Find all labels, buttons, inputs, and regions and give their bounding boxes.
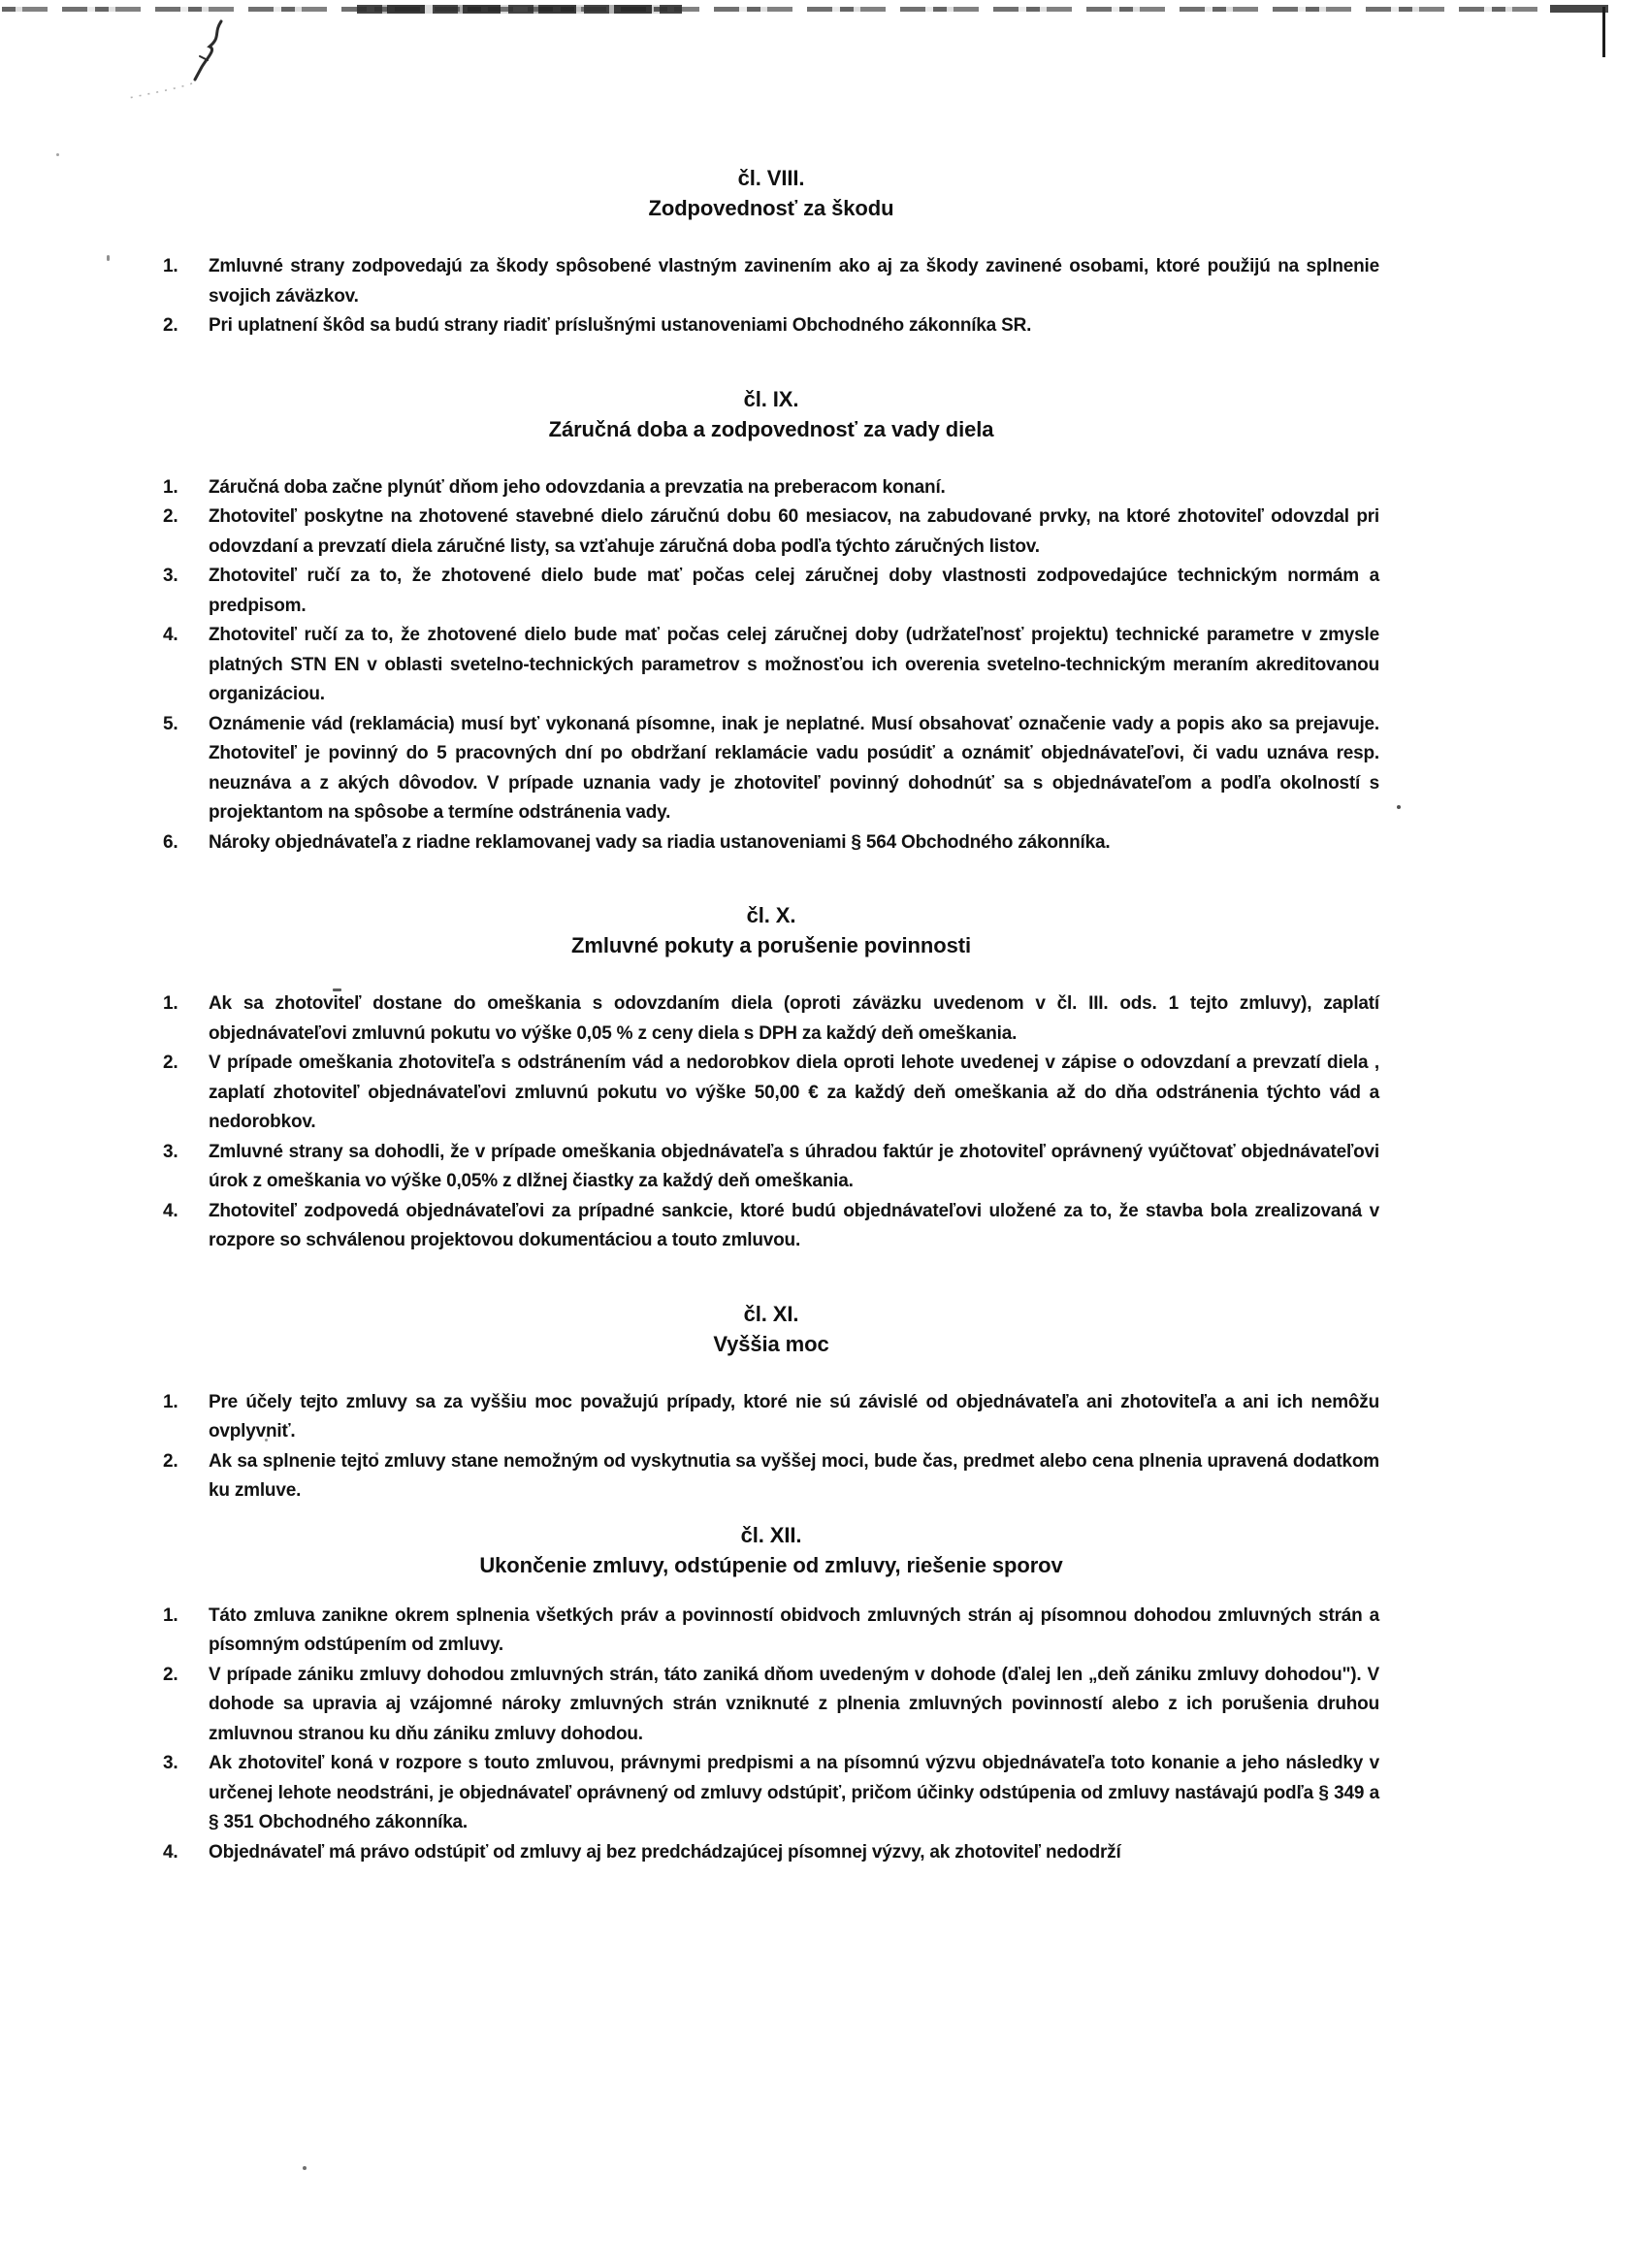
clause-list xyxy=(163,989,1379,1256)
clause-list xyxy=(163,252,1379,341)
article-section-viii xyxy=(163,163,1379,341)
article-title: Ukončenie zmluvy, odstúpenie od zmluvy, riešenie sporov xyxy=(479,1552,1063,1577)
article-section-xi xyxy=(163,1299,1379,1507)
clause-number: 2. xyxy=(163,1450,178,1472)
clause-number: 2. xyxy=(163,1664,178,1685)
clause-number: 2. xyxy=(163,1053,178,1073)
article-title: Vyššia moc xyxy=(713,1331,829,1356)
clause-number: 6. xyxy=(163,831,178,853)
article-section-ix xyxy=(163,384,1379,859)
article-title: Zodpovednosť za škodu xyxy=(648,196,894,220)
article-title: Zmluvné pokuty a porušenie povinnosti xyxy=(571,933,971,957)
clause-item xyxy=(163,473,1379,503)
article-number: čl. XII. xyxy=(740,1522,802,1547)
clause-number: 1. xyxy=(163,256,178,276)
clause-text: Pre účely tejto zmluvy sa za vyššiu moc považujú prípady, ktoré nie sú závislé od objednávateľa ani zhotoviteľa a ani ich nemôžu ovplyvniť. xyxy=(209,1391,1379,1442)
scan-speck xyxy=(107,255,110,261)
scan-noise-right-blob xyxy=(1550,5,1608,13)
clause-item xyxy=(163,1138,1379,1197)
article-heading xyxy=(163,900,1379,960)
clause-list xyxy=(163,1388,1379,1507)
clause-item xyxy=(163,710,1379,828)
clause-text: V prípade omeškania zhotoviteľa s odstránením vád a nedorobkov diela oproti lehote uvedenej v zápise o odovzdaní a prevzatí diela , zaplatí zhotoviteľ objednávateľovi zmluvnú pokutu vo výške 50,00 € za každý deň omeškania až do dňa odstránenia týchto vád a nedorobkov. xyxy=(209,1053,1379,1132)
clause-text: Zhotoviteľ zodpovedá objednávateľovi za prípadné sankcie, ktoré budú objednávateľovi uložené za to, že stavba bola zrealizovaná v rozpore so schválenou projektovou dokumentáciou a touto zmluvou. xyxy=(209,1200,1379,1250)
clause-number: 2. xyxy=(163,315,178,336)
article-number: čl. XI. xyxy=(743,1301,799,1326)
clause-item xyxy=(163,1388,1379,1447)
clause-item xyxy=(163,502,1379,562)
article-heading xyxy=(163,1299,1379,1359)
clause-text: Oznámenie vád (reklamácia) musí byť vykonaná písomne, inak je neplatné. Musí obsahovať označenie vady a popis ako sa prejavuje. Zhotoviteľ je povinný do 5 pracovných dní po obdržaní reklamácie vadu posúdiť a oznámiť objednávateľovi, či vadu uznáva resp. neuznáva a z akých dôvodov. V prípade uznania vady je zhotoviteľ povinný dohodnúť sa s objednávateľom a podľa okolností s projektantom na spôsobe a termíne odstránenia vady. xyxy=(209,713,1379,823)
scan-speck xyxy=(303,2166,307,2170)
article-number: čl. IX. xyxy=(743,386,799,411)
clause-text: Pri uplatnení škôd sa budú strany riadiť príslušnými ustanoveniami Obchodného zákonníka SR. xyxy=(209,315,1032,336)
scan-speck xyxy=(56,153,59,156)
clause-item xyxy=(163,1602,1379,1661)
contract-body xyxy=(163,163,1379,1867)
clause-item xyxy=(163,1749,1379,1838)
scan-corner-line xyxy=(1602,7,1605,57)
clause-text: Táto zmluva zanikne okrem splnenia všetkých práv a povinností obidvoch zmluvných strán aj písomnou dohodou zmluvných strán a písomným odstúpením od zmluvy. xyxy=(209,1604,1379,1655)
pen-mark xyxy=(107,17,252,110)
scan-noise-top-edge xyxy=(2,7,1540,12)
clause-item xyxy=(163,311,1379,341)
clause-text: Nároky objednávateľa z riadne reklamovanej vady sa riadia ustanoveniami § 564 Obchodného zákonníka. xyxy=(209,831,1111,853)
clause-text: Ak sa zhotoviteľ dostane do omeškania s odovzdaním diela (oproti záväzku uvedenom v čl. III. ods. 1 tejto zmluvy), zaplatí objednávateľovi zmluvnú pokutu vo výške 0,05 % z ceny diela s DPH za každý deň omeškania. xyxy=(209,993,1379,1044)
article-section-xii xyxy=(163,1520,1379,1868)
clause-text: Zmluvné strany sa dohodli, že v prípade omeškania objednávateľa s úhradou faktúr je zhotoviteľ oprávnený vyúčtovať objednávateľovi úrok z omeškania vo výške 0,05% z dlžnej čiastky za každý deň omeškania. xyxy=(209,1141,1379,1191)
clause-item xyxy=(163,1049,1379,1138)
clause-number: 5. xyxy=(163,713,178,734)
article-section-x xyxy=(163,900,1379,1256)
clause-item xyxy=(163,1661,1379,1750)
clause-list xyxy=(163,1602,1379,1868)
clause-text: Záručná doba začne plynúť dňom jeho odovzdania a prevzatia na preberacom konaní. xyxy=(209,476,946,498)
clause-number: 3. xyxy=(163,1141,178,1162)
clause-number: 2. xyxy=(163,506,178,527)
clause-text: Zhotoviteľ ručí za to, že zhotovené dielo bude mať počas celej záručnej doby (udržateľnosť projektu) technické parametre v zmysle platných STN EN v oblasti svetelno-technických parametrov s možnosťou ich overenia svetelno-technickým meraním akreditovanou organizáciou. xyxy=(209,625,1379,704)
clause-text: Objednávateľ má právo odstúpiť od zmluvy aj bez predchádzajúcej písomnej výzvy, ak zhotoviteľ nedodrží xyxy=(209,1841,1121,1863)
article-heading xyxy=(163,163,1379,223)
clause-number: 1. xyxy=(163,1391,178,1412)
clause-item xyxy=(163,828,1379,859)
clause-item xyxy=(163,252,1379,311)
scan-speck xyxy=(1397,805,1401,809)
article-heading xyxy=(163,384,1379,444)
article-title: Záručná doba a zodpovednosť za vady diela xyxy=(548,416,994,441)
clause-item xyxy=(163,562,1379,621)
clause-text: Ak zhotoviteľ koná v rozpore s touto zmluvou, právnymi predpismi a na písomnú výzvu objednávateľa toto konanie a jeho následky v určenej lehote neodstráni, je objednávateľ oprávnený od zmluvy odstúpiť, pričom účinky odstúpenia od zmluvy nastávajú podľa § 349 a § 351 Obchodného zákonníka. xyxy=(209,1753,1379,1832)
clause-item xyxy=(163,1197,1379,1256)
article-number: čl. X. xyxy=(746,903,796,927)
clause-text: Zhotoviteľ ručí za to, že zhotovené dielo bude mať počas celej záručnej doby vlastnosti zodpovedajúce technickým normám a predpisom. xyxy=(209,566,1379,616)
clause-number: 1. xyxy=(163,476,178,498)
clause-number: 3. xyxy=(163,1753,178,1773)
article-heading xyxy=(163,1520,1379,1580)
clause-number: 4. xyxy=(163,1841,178,1863)
clause-text: V prípade zániku zmluvy dohodou zmluvných strán, táto zaniká dňom uvedeným v dohode (ďalej len „deň zániku zmluvy dohodou"). V dohode sa upravia aj vzájomné nároky zmluvných strán vzniknuté z plnenia zmluvných povinností alebo z ich porušenia druhou zmluvnou stranou ku dňu zániku zmluvy dohodou. xyxy=(209,1664,1379,1744)
article-number: čl. VIII. xyxy=(737,166,805,190)
clause-item xyxy=(163,621,1379,710)
scan-noise-dark-segment xyxy=(357,5,682,14)
clause-item xyxy=(163,1447,1379,1507)
clause-text: Zmluvné strany zodpovedajú za škody spôsobené vlastným zavinením ako aj za škody zavinené osobami, ktoré použijú na splnenie svojich záväzkov. xyxy=(209,256,1379,307)
clause-number: 4. xyxy=(163,625,178,645)
clause-text: Ak sa splnenie tejto zmluvy stane nemožným od vyskytnutia sa vyššej moci, bude čas, predmet alebo cena plnenia upravená dodatkom ku zmluve. xyxy=(209,1450,1379,1501)
clause-list xyxy=(163,473,1379,859)
clause-number: 1. xyxy=(163,1604,178,1626)
clause-number: 1. xyxy=(163,993,178,1014)
clause-number: 3. xyxy=(163,566,178,586)
clause-item xyxy=(163,989,1379,1049)
clause-text: Zhotoviteľ poskytne na zhotovené stavebné dielo záručnú dobu 60 mesiacov, na zabudované prvky, na ktoré zhotoviteľ odovzdal pri odovzdaní a prevzatí diela záručné listy, sa vzťahuje záručná doba podľa týchto záručných listov. xyxy=(209,506,1379,557)
clause-number: 4. xyxy=(163,1200,178,1221)
clause-item xyxy=(163,1838,1379,1868)
